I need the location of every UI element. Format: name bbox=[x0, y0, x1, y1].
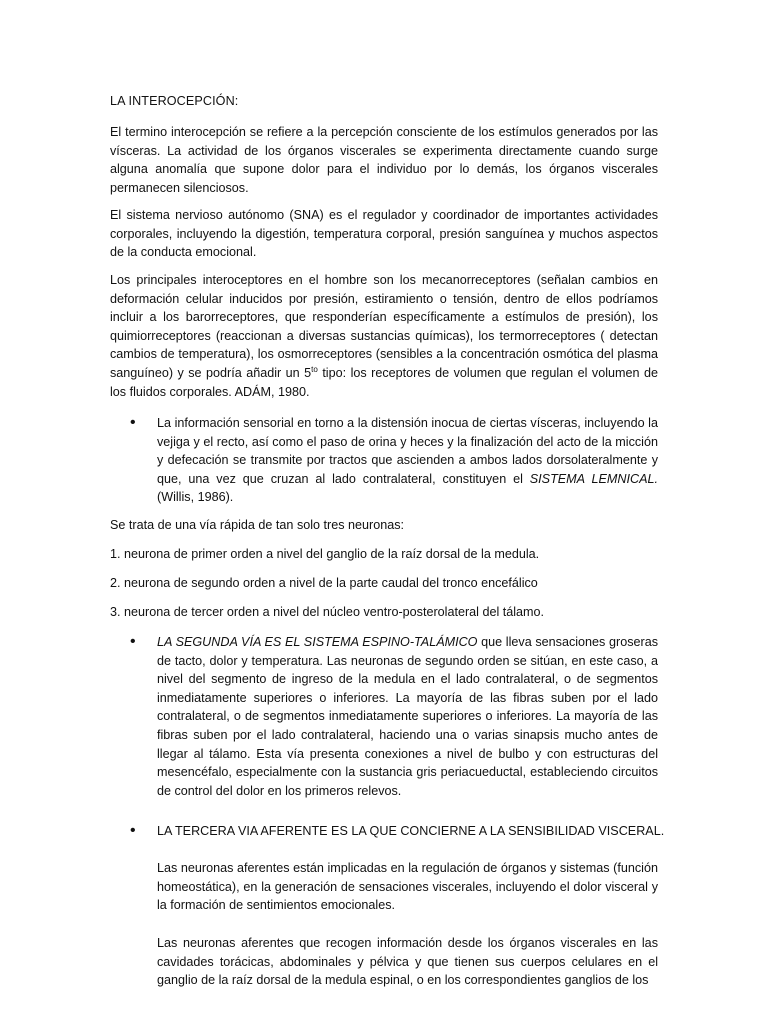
bullet-espino-talamico-italic: LA SEGUNDA VÍA ES EL SISTEMA ESPINO-TALÁMICO bbox=[157, 635, 478, 649]
bullet-icon: • bbox=[130, 633, 136, 650]
paragraph-sna: El sistema nervioso autónomo (SNA) es el regulador y coordinador de importantes actividades corporales, incluyendo la digestión, temperatura corporal, presión sanguínea y muchos aspectos de la conducta emocional. bbox=[110, 208, 658, 260]
bullet-icon: • bbox=[130, 414, 136, 431]
list-item-neurona-1: 1. neurona de primer orden a nivel del ganglio de la raíz dorsal de la medula. bbox=[110, 547, 540, 561]
paragraph-interoceptores-end: tipo: los receptores de volumen que regulan el volumen de los fluidos corporales. ADÁM, 1980. bbox=[110, 365, 658, 399]
bullet-lemnical-citation: (Willis, 1986). bbox=[157, 490, 234, 505]
paragraph-interoceptores bbox=[110, 271, 658, 401]
via-rapida-intro: Se trata de una vía rápida de tan solo tres neuronas: bbox=[110, 518, 405, 532]
paragraph-interoceptores-text: Los principales interoceptores en el hombre son los mecanorreceptores (señalan cambios en deformación celular inducidos por presión, estiramiento o tensión, dentro de ellos podríamos incluir a los barorreceptores, que responderían específicamente a estímulos de presión), los quimiorreceptores (reaccionan a diversas sustancias químicas), los termorreceptores ( detectan cambios de temperatura), los osmorreceptores (sensibles a la concentración osmótica del plasma sanguíneo) y se podría añadir un 5 bbox=[110, 273, 658, 380]
bullet-espino-talamico-text bbox=[157, 633, 658, 800]
bullet-icon: • bbox=[130, 822, 136, 839]
paragraph-interocepcion: El termino interocepción se refiere a la percepción consciente de los estímulos generados por las vísceras. La actividad de los órganos viscerales se experimenta directamente cuando surge alguna anomalía que supone dolor para el individuo por lo demás, los órganos viscerales permanecen silenciosos. bbox=[110, 125, 658, 195]
document-heading: LA INTEROCEPCIÓN: bbox=[110, 94, 239, 108]
bullet-sistema-lemnical-text bbox=[157, 414, 658, 507]
superscript-to: to bbox=[311, 364, 318, 374]
list-item-neurona-3: 3. neurona de tercer orden a nivel del núcleo ventro-posterolateral del tálamo. bbox=[110, 605, 545, 619]
bullet-lemnical-body: La información sensorial en torno a la distensión inocua de ciertas vísceras, incluyendo la vejiga y el recto, así como el paso de orina y heces y la finalización del acto de la micción y defecación se transmite por tractos que ascienden a ambos lados dorsolateralmente y que, una vez que cruzan al lado contralateral, constituyen el bbox=[157, 416, 658, 486]
bullet-espino-talamico-body: que lleva sensaciones groseras de tacto, dolor y temperatura. Las neuronas de segundo orden se sitúan, en este caso, a nivel del segmento de ingreso de la medula en el lado contralateral, o de segmentos inmediatamente superiores o inferiores. La mayoría de las fibras suben por el lado contralateral, o de segmentos inmediatamente superiores o inferiores. La mayoría de las fibras suben por el lado contralateral, haciendo una o varias sinapsis mucho antes de llegar al tálamo. Esta vía presenta conexiones a nivel de bulbo y con estructuras del mesencéfalo, especialmente con la sustancia gris periacueductal, estableciendo circuitos de control del dolor en los primeros relevos. bbox=[157, 635, 658, 798]
list-item-neurona-2: 2. neurona de segundo orden a nivel de la parte caudal del tronco encefálico bbox=[110, 576, 538, 590]
bullet-tercera-via-text: LA TERCERA VIA AFERENTE ES LA QUE CONCIERNE A LA SENSIBILIDAD VISCERAL. bbox=[157, 824, 665, 838]
paragraph-neuronas-aferentes-origen: Las neuronas aferentes que recogen información desde los órganos viscerales en las cavidades torácicas, abdominales y pélvica y que tienen sus cuerpos celulares en el ganglio de la raíz dorsal de la medula espinal, o en los correspondientes ganglios de los bbox=[157, 936, 658, 988]
bullet-lemnical-italic: SISTEMA LEMNICAL. bbox=[529, 471, 658, 486]
paragraph-neuronas-aferentes-funcion: Las neuronas aferentes están implicadas en la regulación de órganos y sistemas (función homeostática), en la generación de sensaciones viscerales, incluyendo el dolor visceral y la formación de sentimientos emocionales. bbox=[157, 861, 658, 913]
